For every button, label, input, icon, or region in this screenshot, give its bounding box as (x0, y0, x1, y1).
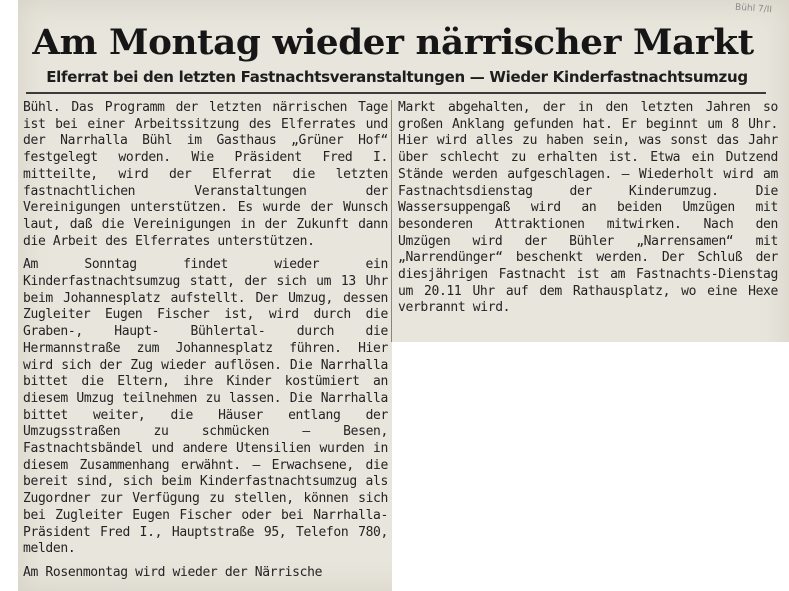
blank-background (392, 342, 789, 591)
article-subheadline: Elferrat bei den letzten Fastnachtsveranstaltungen — Wieder Kinderfastnachtsumzug (46, 68, 748, 86)
corner-handwritten-mark: Bühl 7/II (734, 2, 773, 16)
paragraph-kinderumzug: Am Sonntag findet wieder ein Kinderfastnachtsumzug statt, der sich um 13 Uhr beim Johannesplatz aufstellt. Der Umzug, dessen Zugleiter Eugen Fischer ist, wird durch die Graben-, Haupt- Bühlertal- durch die Hermannstraße zum Johannesplatz führen. Hier wird sich der Zug wieder auflösen. Die Narrhalla bittet die Eltern, ihre Kinder kostümiert an diesem Umzug teilnehmen zu lassen. Die Narrhalla bittet weiter, die Häuser entlang der Umzugsstraßen zu schmücken — Besen, Fastnachtsbändel und andere Utensilien wurden in diesem Zusammenhang erwähnt. — Erwachsene, die bereit sind, sich beim Kinderfastnachtsumzug als Zugordner zur Verfügung zu stellen, können sich bei Zugleiter Eugen Fischer oder bei Narrhalla-Präsident Fred I., Hauptstraße 95, Telefon 780, melden. (23, 257, 388, 557)
paragraph-markt: Markt abgehalten, der in den letzten Jahren so großen Anklang gefunden hat. Er beginnt um 8 Uhr. Hier wird alles zu haben sein, was sonst das Jahr über schlecht zu erhalten ist. Etwa ein Dutzend Stände werden aufgeschlagen. — Wiederholt wird am Fastnachtsdienstag der Kinderumzug. Die Wassersuppengaß wird an beiden Umzügen mit besonderen Attraktionen mitwirken. Nach den Umzügen wird der Bühler „Narrensamen“ mit „Narrendünger“ beschenkt werden. Der Schluß der diesjährigen Fastnacht ist am Fastnachts-Dienstag um 20.11 Uhr auf dem Rathausplatz, wo eine Hexe verbrannt wird. (398, 100, 778, 316)
left-column (23, 100, 388, 582)
column-divider (391, 100, 392, 342)
headline-rule (26, 92, 766, 94)
paragraph-rosenmontag: Am Rosenmontag wird wieder der Närrische (23, 564, 323, 580)
article-headline: Am Montag wieder närrischer Markt (32, 22, 754, 63)
paragraph-intro: Bühl. Das Programm der letzten närrischen Tage ist bei einer Arbeitssitzung des Elferrates und der Narrhalla Bühl im Gasthaus „Grüner Hof“ festgelegt worden. Wie Präsident Fred I. mitteilte, wird der Elferrat die letzten fastnachtlichen Veranstaltungen der Vereinigungen unterstützen. Es wurde der Wunsch laut, daß die Vereinigungen in der Zukunft dann die Arbeit des Elferrates unterstützen. (23, 100, 388, 249)
right-column (398, 100, 778, 317)
